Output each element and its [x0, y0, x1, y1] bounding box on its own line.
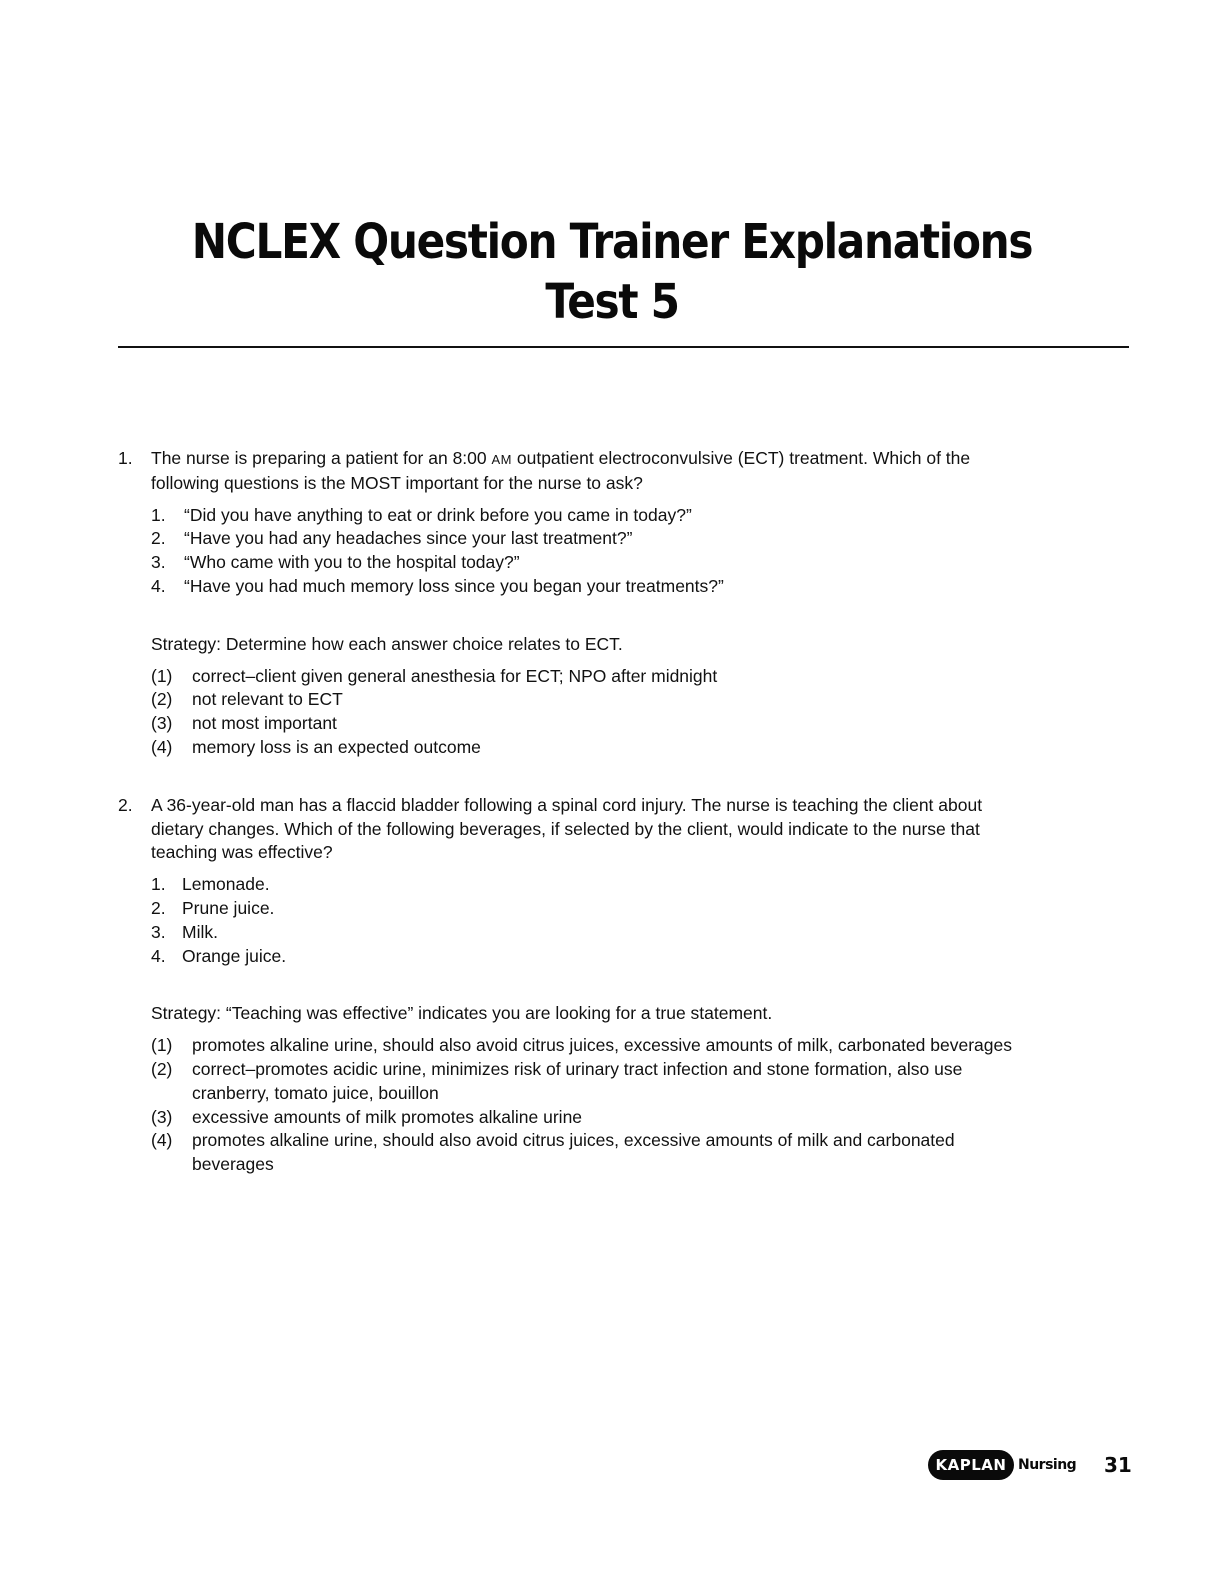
explanation-item — [151, 688, 1018, 712]
answer-explanations — [151, 1034, 1018, 1177]
question-stem — [151, 447, 1018, 496]
explanation-number: (1) — [151, 1035, 173, 1056]
explanation-item — [151, 1034, 1018, 1058]
time-period: AM — [491, 452, 512, 467]
choice-number: 4. — [151, 945, 166, 966]
explanation-text: correct–promotes acidic urine, minimizes risk of urinary tract infection and stone formation, also use cranberry, tomato juice, bouillon — [192, 1058, 963, 1103]
explanation-item — [151, 712, 1018, 736]
answer-choice — [151, 897, 1018, 921]
explanation-text: correct–client given general anesthesia for ECT; NPO after midnight — [192, 665, 718, 686]
explanation-number: (4) — [151, 736, 173, 757]
choice-text: “Did you have anything to eat or drink before you came in today?” — [184, 504, 692, 525]
explanation-text: promotes alkaline urine, should also avoid citrus juices, excessive amounts of milk and carbonated beverages — [192, 1130, 955, 1175]
choice-number: 3. — [151, 552, 166, 573]
choice-text: “Who came with you to the hospital today?” — [184, 552, 520, 573]
answer-choice — [151, 921, 1018, 945]
choice-text: Prune juice. — [182, 897, 275, 918]
kaplan-logo: KAPLAN — [928, 1450, 1014, 1480]
choice-text: Orange juice. — [182, 945, 287, 966]
answer-choice — [151, 575, 1018, 599]
title-divider — [118, 346, 1129, 348]
choice-text: Lemonade. — [182, 874, 270, 895]
choice-number: 4. — [151, 575, 166, 596]
explanation-number: (4) — [151, 1130, 173, 1151]
stem-text-part: outpatient electroconvulsive (ECT) treatment. Which of the following questions is the MOST important for the nurse to ask? — [151, 448, 971, 493]
answer-choice — [151, 873, 1018, 897]
explanation-item — [151, 736, 1018, 760]
explanation-number: (3) — [151, 1106, 173, 1127]
title-line-1: NCLEX Question Trainer Explanations — [191, 214, 1033, 270]
title-line-2: Test 5 — [545, 274, 679, 330]
explanation-item — [151, 1129, 1018, 1177]
explanation-number: (1) — [151, 665, 173, 686]
explanation-item — [151, 1106, 1018, 1130]
explanation-text: not relevant to ECT — [192, 689, 343, 710]
question-stem: A 36-year-old man has a flaccid bladder following a spinal cord injury. The nurse is teaching the client about dietary changes. Which of the following beverages, if selected by the client, would indicate to the nurse that teaching was effective? — [151, 794, 983, 863]
answer-choice — [151, 945, 1018, 969]
choice-number: 2. — [151, 897, 166, 918]
answer-choice — [151, 527, 1018, 551]
choice-text: Milk. — [182, 921, 218, 942]
answer-choices — [151, 873, 1018, 968]
question-number: 1. — [118, 448, 133, 468]
explanation-text: memory loss is an expected outcome — [192, 736, 481, 757]
explanation-item — [151, 1058, 1018, 1106]
explanation-text: promotes alkaline urine, should also avoid citrus juices, excessive amounts of milk, carbonated beverages — [192, 1035, 1013, 1056]
strategy-text: Strategy: Determine how each answer choice relates to ECT. — [151, 633, 623, 654]
answer-choices — [151, 504, 1018, 599]
choice-number: 1. — [151, 504, 166, 525]
explanation-item — [151, 665, 1018, 689]
strategy-text: Strategy: “Teaching was effective” indicates you are looking for a true statement. — [151, 1003, 773, 1024]
choice-text: “Have you had much memory loss since you began your treatments?” — [184, 575, 724, 596]
answer-explanations — [151, 665, 1018, 760]
question-number: 2. — [118, 794, 133, 815]
explanation-number: (3) — [151, 713, 173, 734]
choice-number: 2. — [151, 528, 166, 549]
questions-section — [118, 447, 1018, 1177]
question-1 — [118, 447, 1018, 760]
explanation-number: (2) — [151, 1058, 173, 1079]
choice-text: “Have you had any headaches since your last treatment?” — [184, 528, 633, 549]
answer-choice — [151, 551, 1018, 575]
explanation-text: not most important — [192, 713, 337, 734]
question-2 — [118, 794, 1018, 1177]
choice-number: 3. — [151, 921, 166, 942]
page-title — [73, 212, 1150, 332]
explanation-text: excessive amounts of milk promotes alkaline urine — [192, 1106, 583, 1127]
page-number: 31 — [1104, 1453, 1132, 1477]
logo-subtitle: Nursing — [1018, 1457, 1077, 1473]
choice-number: 1. — [151, 874, 166, 895]
explanation-number: (2) — [151, 689, 173, 710]
stem-text-part: The nurse is preparing a patient for an 8:00 — [151, 448, 492, 468]
answer-choice — [151, 504, 1018, 528]
